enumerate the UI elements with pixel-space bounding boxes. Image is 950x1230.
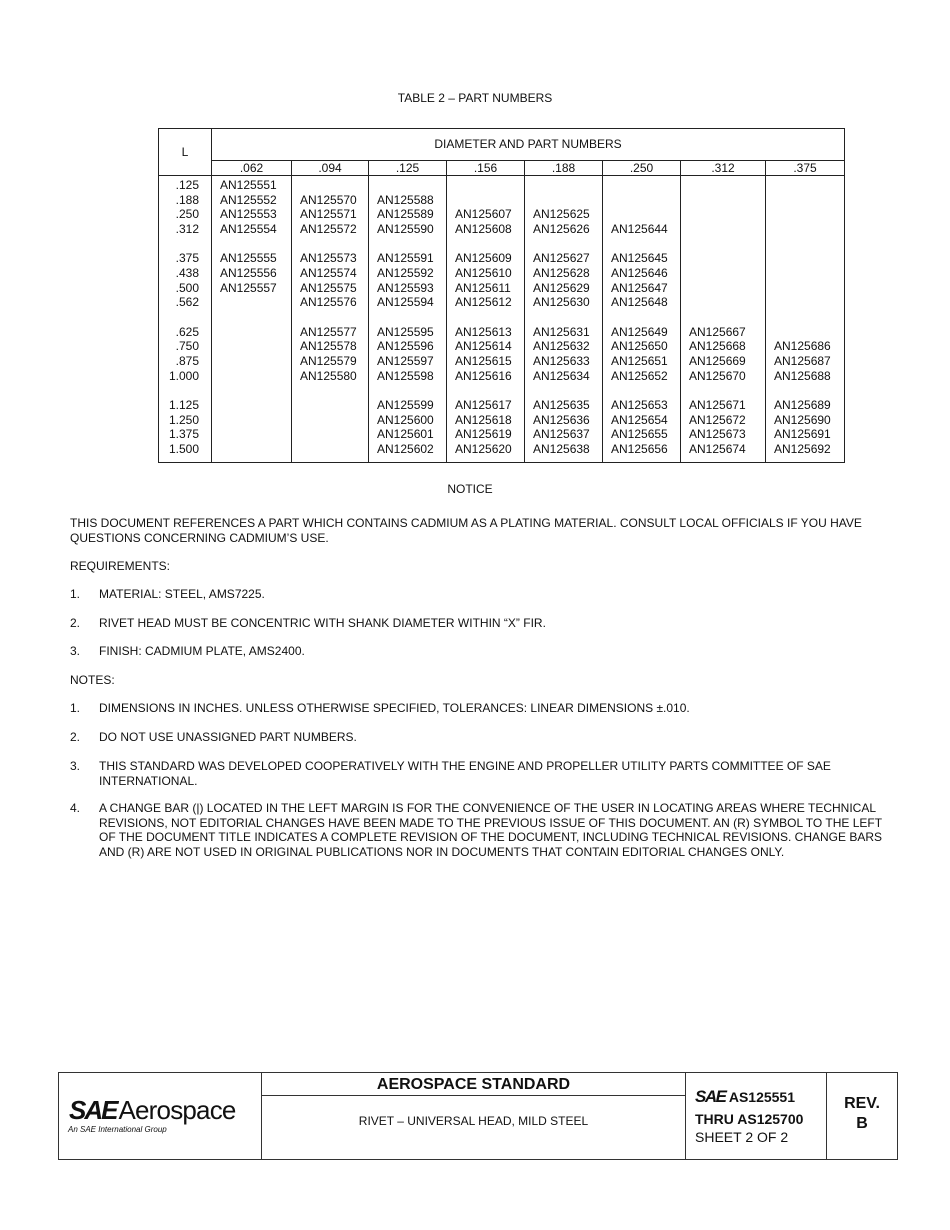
part-number-cell: AN125647 [611,280,668,295]
part-number-cell: AN125690 [774,412,831,427]
part-number-cell: AN125572 [300,221,357,236]
group-spacer [377,310,446,325]
part-number-cell [689,266,765,281]
length-value: .500 [175,280,199,295]
list-text: A CHANGE BAR (|) LOCATED IN THE LEFT MARGIN IS FOR THE CONVENIENCE OF THE USER IN LOCATING AREAS WHERE TECHNICAL REVISIONS, NOT EDITORIAL CHANGES HAVE BEEN MADE TO THE PREVIOUS ISSUE OF THIS DOCUMENT. AN (R) SYMBOL TO THE LEFT OF THE DOCUMENT TITLE INDICATES A COMPLETE REVISION OF THE DOCUMENT, INCLUDING TECHNICAL REVISIONS. CHANGE BARS AND (R) ARE NOT USED IN ORIGINAL PUBLICATIONS NOR IN DOCUMENTS THAT CONTAIN EDITORIAL CHANGES ONLY. [99,801,883,859]
part-number-cell: AN125610 [455,265,512,280]
part-number-cell: AN125649 [611,324,668,339]
length-value: .125 [175,178,199,192]
list-number: 2. [70,730,81,744]
note-item [70,730,885,745]
part-number-cell: AN125579 [300,353,357,368]
list-text: DO NOT USE UNASSIGNED PART NUMBERS. [99,730,357,744]
list-number: 3. [70,759,81,773]
group-spacer [533,310,602,325]
diameter-group-header: DIAMETER AND PART NUMBERS [212,129,845,161]
part-number-cell: AN125644 [611,221,668,236]
group-spacer [689,236,765,251]
sheet-number: SHEET 2 OF 2 [695,1129,789,1145]
diameter-header: .062 [212,160,292,175]
part-number-cell: AN125671 [689,398,746,413]
part-number-cell: AN125619 [455,427,512,442]
document-number: AS125551 [728,1089,796,1105]
part-number-cell: AN125575 [300,280,357,295]
part-number-cell: AN125686 [774,339,831,354]
group-spacer [455,236,524,251]
requirement-item [70,616,885,631]
revision-block [827,1073,897,1159]
list-number: 1. [70,701,81,715]
group-spacer [533,236,602,251]
group-spacer [159,310,199,325]
note-item [70,759,885,788]
group-spacer [533,383,602,398]
length-value: 1.250 [168,412,199,427]
part-number-column [766,176,845,463]
part-number-column [292,176,369,463]
notice-text: THIS DOCUMENT REFERENCES A PART WHICH CONTAINS CADMIUM AS A PLATING MATERIAL. CONSULT LOCAL OFFICIALS IF YOU HAVE QUESTIONS CONCERNING CADMIUM’S USE. [70,516,862,545]
part-number-cell: AN125574 [300,265,357,280]
part-number-cell: AN125612 [455,295,512,310]
part-number-cell: AN125631 [533,324,590,339]
part-number-cell: AN125687 [774,353,831,368]
part-number-cell [774,281,844,296]
part-number-cell [455,178,524,193]
part-number-cell: AN125632 [533,339,590,354]
part-number-cell: AN125595 [377,324,434,339]
part-number-cell: AN125588 [377,192,434,207]
part-number-cell: AN125601 [377,427,434,442]
group-spacer [159,383,199,398]
part-number-cell: AN125551 [220,178,277,192]
part-number-cell [220,354,291,369]
part-number-cell: AN125578 [300,339,357,354]
part-number-cell: AN125634 [533,368,590,383]
group-spacer [220,236,291,251]
table-title: TABLE 2 – PART NUMBERS [397,91,553,105]
part-number-cell: AN125608 [455,221,512,236]
part-number-cell [774,222,844,237]
table-body-row [159,176,845,463]
part-number-cell: AN125615 [455,353,512,368]
list-text: THIS STANDARD WAS DEVELOPED COOPERATIVELY WITH THE ENGINE AND PROPELLER UTILITY PARTS COMMITTEE OF SAE INTERNATIONAL. [99,759,831,788]
part-number-cell [533,193,602,208]
part-number-cell: AN125598 [377,368,434,383]
list-number: 3. [70,644,81,658]
part-number-cell: AN125555 [220,251,277,266]
part-number-cell: AN125597 [377,353,434,368]
part-number-cell: AN125630 [533,295,590,310]
part-number-cell: AN125609 [455,251,512,266]
part-number-cell: AN125654 [611,412,668,427]
length-value: 1.000 [168,368,199,383]
group-spacer [220,383,291,398]
part-number-cell [774,325,844,340]
standard-type: AEROSPACE STANDARD [262,1073,685,1096]
part-number-column [369,176,447,463]
part-number-cell [533,178,602,193]
diameter-header: .375 [766,160,845,175]
part-number-cell [611,193,680,208]
part-numbers-table [158,128,845,463]
part-number-cell: AN125613 [455,324,512,339]
document-number-block [686,1073,827,1159]
length-header: L [159,129,212,176]
part-number-cell: AN125557 [220,280,277,295]
diameter-header-row [159,160,845,175]
part-number-cell [611,207,680,222]
part-number-cell [689,295,765,310]
document-thru: THRU AS125700 [695,1111,804,1127]
part-number-cell [300,398,368,413]
list-text: MATERIAL: STEEL, AMS7225. [99,587,265,601]
part-number-cell: AN125637 [533,427,590,442]
part-number-cell: AN125618 [455,412,512,427]
part-number-cell [300,442,368,457]
part-number-cell: AN125593 [377,280,434,295]
part-number-cell: AN125571 [300,207,357,222]
part-number-cell: AN125607 [455,207,512,222]
part-number-cell [455,193,524,208]
part-number-cell: AN125594 [377,295,434,310]
part-number-cell: AN125650 [611,339,668,354]
group-spacer [159,236,199,251]
document-description: RIVET – UNIVERSAL HEAD, MILD STEEL [358,1114,589,1128]
part-number-cell: AN125616 [455,368,512,383]
logo-sae-mark: SAE [69,1095,117,1125]
part-number-cell: AN125674 [689,441,746,456]
part-number-cell: AN125592 [377,265,434,280]
list-text: RIVET HEAD MUST BE CONCENTRIC WITH SHANK DIAMETER WITHIN “X” FIR. [99,616,546,630]
part-number-cell [377,178,446,193]
group-spacer [689,310,765,325]
requirement-item [70,587,885,602]
part-number-cell [774,178,844,193]
part-number-cell [300,413,368,428]
note-item [70,701,885,716]
part-number-cell: AN125655 [611,427,668,442]
part-number-cell [689,281,765,296]
part-number-cell: AN125570 [300,192,357,207]
list-text: FINISH: CADMIUM PLATE, AMS2400. [99,644,305,658]
diameter-header: .188 [525,160,603,175]
requirements-heading: REQUIREMENTS: [70,559,171,573]
length-value: 1.500 [168,441,199,456]
part-number-cell: AN125591 [377,251,434,266]
part-number-cell: AN125672 [689,412,746,427]
title-section [262,1073,686,1159]
part-number-cell: AN125688 [774,368,831,383]
group-spacer [455,310,524,325]
part-number-cell [220,325,291,340]
list-number: 1. [70,587,81,601]
part-number-cell [689,222,765,237]
group-spacer [300,236,368,251]
group-spacer [611,310,680,325]
part-number-cell: AN125554 [220,221,277,236]
group-spacer [689,383,765,398]
part-number-cell: AN125668 [689,339,746,354]
part-number-cell: AN125626 [533,221,590,236]
part-number-cell: AN125611 [455,280,511,295]
length-value: .625 [175,324,199,339]
diameter-header: .250 [603,160,681,175]
part-number-column [603,176,681,463]
part-number-cell [774,295,844,310]
part-number-cell: AN125576 [300,295,357,310]
group-spacer [300,310,368,325]
part-number-cell: AN125625 [533,207,590,222]
part-number-cell [220,427,291,442]
length-value: 1.125 [168,398,199,413]
part-number-cell: AN125635 [533,398,590,413]
sae-mark-small: SAE [695,1087,726,1106]
part-number-cell [220,413,291,428]
group-spacer [300,383,368,398]
group-spacer [774,236,844,251]
length-value: .250 [175,207,199,222]
length-value: .375 [175,251,199,266]
part-number-cell: AN125620 [455,441,512,456]
part-number-cell: AN125669 [689,353,746,368]
part-number-cell: AN125651 [611,353,668,368]
part-number-cell: AN125599 [377,398,434,413]
part-number-cell: AN125590 [377,221,434,236]
part-number-cell: AN125596 [377,339,434,354]
part-number-cell [774,266,844,281]
notice-heading: NOTICE [447,482,493,496]
part-number-cell: AN125600 [377,412,434,427]
requirement-item [70,644,885,659]
part-number-cell: AN125577 [300,324,357,339]
part-number-cell [300,427,368,442]
diameter-header: .156 [447,160,525,175]
length-column [159,176,212,463]
part-number-cell [220,295,291,310]
group-spacer [611,383,680,398]
length-value: .312 [175,221,199,236]
part-number-cell: AN125556 [220,265,277,280]
part-number-cell: AN125646 [611,265,668,280]
length-value: .750 [175,339,199,354]
part-number-cell: AN125617 [455,398,512,413]
part-number-column [681,176,766,463]
part-number-cell [611,178,680,193]
group-spacer [377,236,446,251]
sae-aerospace-logo [59,1073,262,1159]
group-spacer [611,236,680,251]
part-number-cell [689,207,765,222]
logo-wordmark: Aerospace [118,1095,236,1125]
part-number-cell: AN125627 [533,251,590,266]
part-number-cell: AN125691 [774,427,831,442]
part-number-cell: AN125602 [377,441,434,456]
part-number-cell: AN125614 [455,339,512,354]
part-number-cell: AN125580 [300,368,357,383]
part-number-cell [220,369,291,384]
part-number-cell: AN125656 [611,441,668,456]
logo-tagline: An SAE International Group [68,1125,167,1134]
note-item [70,801,885,859]
group-spacer [774,310,844,325]
diameter-header: .312 [681,160,766,175]
part-number-cell: AN125653 [611,398,668,413]
part-number-cell [689,193,765,208]
length-value: .562 [175,295,199,310]
part-number-cell [300,178,368,193]
part-number-cell: AN125670 [689,368,746,383]
part-number-cell [220,398,291,413]
revision-label: REV. [844,1095,880,1112]
part-number-cell: AN125692 [774,441,831,456]
list-text: DIMENSIONS IN INCHES. UNLESS OTHERWISE SPECIFIED, TOLERANCES: LINEAR DIMENSIONS ±.010. [99,701,690,715]
part-number-cell [220,339,291,354]
part-number-cell [220,442,291,457]
list-number: 4. [70,801,81,815]
length-value: .875 [175,353,199,368]
part-number-column [525,176,603,463]
list-number: 2. [70,616,81,630]
notes-heading: NOTES: [70,673,115,687]
part-number-cell: AN125648 [611,295,668,310]
length-value: 1.375 [168,427,199,442]
group-spacer [455,383,524,398]
length-value: .438 [175,265,199,280]
part-number-column [212,176,292,463]
part-number-cell: AN125628 [533,265,590,280]
part-number-cell: AN125633 [533,353,590,368]
part-number-cell [774,193,844,208]
part-number-cell [689,178,765,193]
part-number-cell [774,251,844,266]
revision-value: B [856,1115,868,1132]
part-number-cell: AN125652 [611,368,668,383]
group-spacer [220,310,291,325]
part-number-cell [774,207,844,222]
part-number-cell: AN125667 [689,324,746,339]
part-number-cell: AN125638 [533,441,590,456]
group-spacer [774,383,844,398]
part-number-cell [689,251,765,266]
title-block [58,1072,898,1160]
diameter-header: .094 [292,160,369,175]
part-number-cell: AN125589 [377,207,434,222]
part-number-cell: AN125552 [220,192,277,207]
part-number-cell: AN125573 [300,251,357,266]
part-number-cell: AN125553 [220,207,277,222]
group-spacer [377,383,446,398]
part-number-cell: AN125636 [533,412,590,427]
part-number-cell: AN125645 [611,251,668,266]
part-number-column [447,176,525,463]
length-value: .188 [175,192,199,207]
part-number-cell: AN125689 [774,398,831,413]
part-number-cell: AN125629 [533,280,590,295]
diameter-header: .125 [369,160,447,175]
part-number-cell: AN125673 [689,427,746,442]
